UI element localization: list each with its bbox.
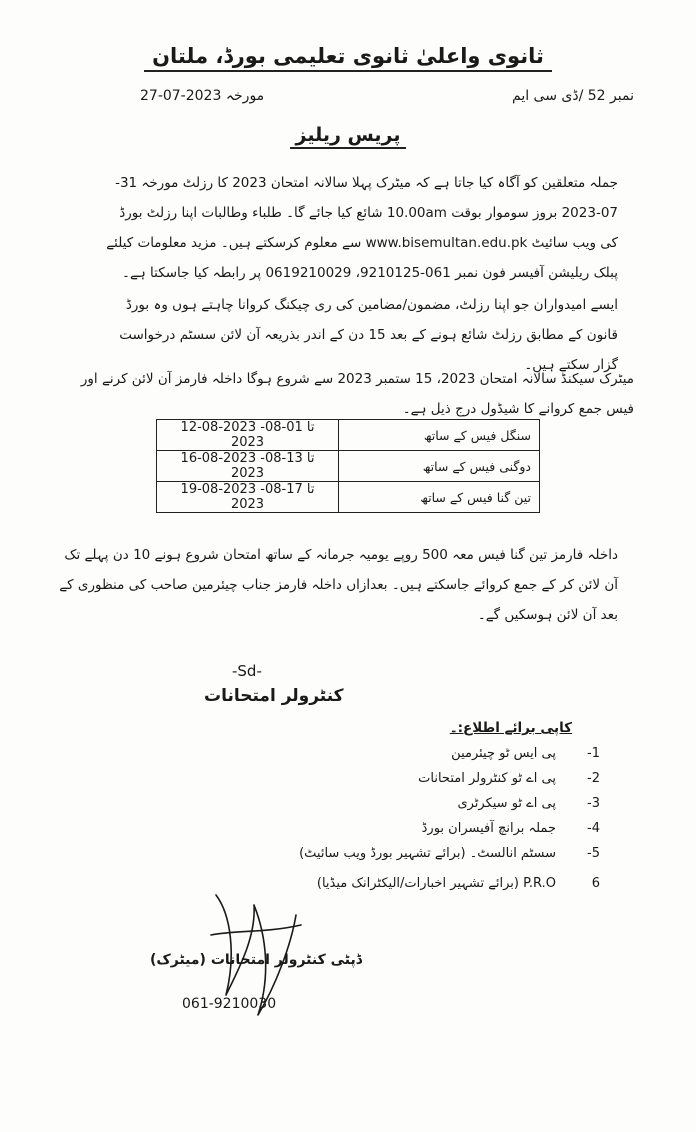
item-number: 6 xyxy=(591,876,600,891)
document-title: پریس ریلیز xyxy=(0,124,696,146)
item-number: -3 xyxy=(587,796,600,811)
table-row xyxy=(157,482,540,513)
table-row xyxy=(157,451,540,482)
paragraph-late-fee: داخلہ فارمز تین گنا فیس معہ 500 روپے یومیہ جرمانہ کے ساتھ امتحان شروع ہونے 10 دن پہلے تک آن لائن کر کے جمع کروائے جاسکتے ہیں۔ بعدازاں داخلہ فارمز جناب چیئرمین صاحب کی منظوری کے بعد آن لائن ہوسکیں گے۔ xyxy=(59,547,618,623)
list-item xyxy=(180,771,600,795)
date-value: 27-07-2023 xyxy=(140,88,222,104)
paragraph-rechecking: ایسے امیدواران جو اپنا رزلٹ، مضمون/مضامین کی ری چیکنگ کروانا چاہتے ہوں وہ بورڈ قانون کے مطابق رزلٹ شائع ہونے کے بعد 15 دن کے اندر بذریعہ آن لائن سسٹم درخواست گزار سکتے ہیں۔ xyxy=(119,297,618,373)
deputy-controller-title: ڈپٹی کنٹرولر امتحانات (میٹرک) xyxy=(150,952,362,968)
list-item xyxy=(180,846,600,870)
ref-number: 52 /ڈی سی ایم xyxy=(512,88,606,104)
schedule-dates: 12-08-2023 تا 01-08-2023 xyxy=(157,420,339,451)
list-item xyxy=(180,746,600,770)
schedule-dates: 19-08-2023 تا 17-08-2023 xyxy=(157,482,339,513)
list-item xyxy=(180,796,600,820)
paragraph-result-announcement: جملہ متعلقین کو آگاہ کیا جاتا ہے کہ میٹرک پہلا سالانہ امتحان 2023 کا رزلٹ مورخہ 31-07-2023 بروز سوموار بوقت 10.00am شائع کیا جائے گا۔ طلباء وطالبات اپنا رزلٹ بورڈ کی ویب سائیٹ www.bisemultan.edu.pk سے معلوم کرسکتے ہیں۔ مزید معلومات کیلئے پبلک ریلیشن آفیسر فون نمبر 061-9210125، 0619210029 پر رابطہ کیا جاسکتا ہے۔ xyxy=(106,175,618,281)
schedule-dates: 16-08-2023 تا 13-08-2023 xyxy=(157,451,339,482)
item-text: پی اے ٹو سیکرٹری xyxy=(457,796,556,811)
item-number: -4 xyxy=(587,821,600,836)
item-text: پی ایس ٹو چیئرمین xyxy=(451,746,556,761)
schedule-label: سنگل فیس کے ساتھ xyxy=(339,420,540,451)
deputy-phone: 061-9210030 xyxy=(182,996,277,1012)
table-row xyxy=(157,420,540,451)
list-item xyxy=(180,821,600,845)
item-text: P.R.O (برائے تشہیر اخبارات/الیکٹرانک میڈیا) xyxy=(316,876,556,891)
board-title: ثانوی واعلیٰ ثانوی تعلیمی بورڈ، ملتان xyxy=(0,44,696,68)
signed-mark: -Sd- xyxy=(232,662,262,680)
ref-label: نمبر xyxy=(610,88,634,104)
fee-schedule-table xyxy=(156,419,540,513)
item-text: جملہ برانچ آفیسران بورڈ xyxy=(421,821,556,836)
copy-to-heading: کاپی برائے اطلاع:۔ xyxy=(449,720,572,736)
item-number: -5 xyxy=(587,846,600,861)
reference-line xyxy=(512,88,634,104)
date-label: مورخہ xyxy=(225,88,265,104)
item-number: -2 xyxy=(587,771,600,786)
item-number: -1 xyxy=(587,746,600,761)
schedule-label: تین گنا فیس کے ساتھ xyxy=(339,482,540,513)
item-text: سسٹم انالسٹ۔ (برائے تشہیر بورڈ ویب سائیٹ) xyxy=(299,846,556,861)
paragraph-admission-schedule: میٹرک سیکنڈ سالانہ امتحان 2023، 15 ستمبر 2023 سے شروع ہوگا داخلہ فارمز آن لائن کرنے اور فیس جمع کروانے کا شیڈول درج ذیل ہے۔ xyxy=(80,371,634,417)
date-line xyxy=(140,88,264,104)
schedule-label: دوگنی فیس کے ساتھ xyxy=(339,451,540,482)
controller-title: کنٹرولر امتحانات xyxy=(204,686,344,706)
item-text: پی اے ٹو کنٹرولر امتحانات xyxy=(418,771,556,786)
